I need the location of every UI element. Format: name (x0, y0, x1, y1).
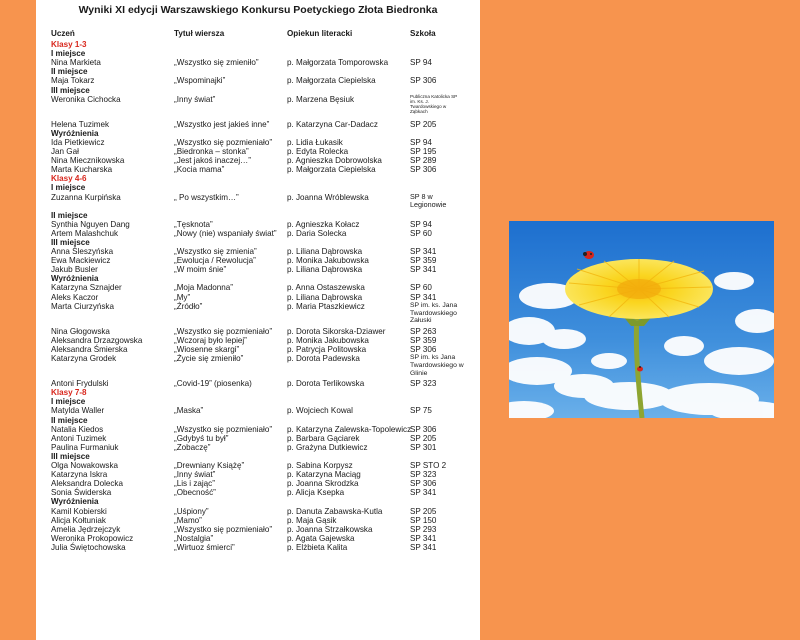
school-name: SP STO 2 (410, 461, 447, 470)
school-name: SP 205 (410, 433, 437, 443)
student-name: Sonia Świderska (51, 488, 112, 498)
student-name: Maja Tokarz (51, 76, 95, 86)
tutor-name: p. Agnieszka Kołacz (287, 219, 360, 229)
student-name: Synthia Nguyen Dang (51, 219, 130, 229)
student-name: Marta Ciurzyńska (51, 301, 114, 311)
tutor-name: p. Małgorzata Ciepielska (287, 76, 376, 86)
tutor-name: p. Małgorzata Tomporowska (287, 58, 389, 68)
poem-title: „Tęsknota” (174, 219, 213, 229)
tutor-name: p. Joanna Wróblewska (287, 192, 369, 202)
poem-title: „Drewniany Książę” (174, 461, 245, 470)
poem-title: „Maska” (174, 406, 204, 416)
poem-title: „Ewolucja / Rewolucja” (174, 256, 256, 266)
poem-title: „Nowy (nie) wspaniały świat” (174, 228, 277, 238)
place-heading: III miejsce (51, 237, 90, 247)
header-student: Uczeń (51, 29, 75, 38)
student-name: Weronika Cichocka (51, 94, 121, 104)
student-name: Paulina Furmaniuk (51, 442, 119, 452)
poem-title: „Gdybyś tu był” (174, 433, 229, 443)
tutor-name: p. Maria Ptaszkiewicz (287, 301, 365, 311)
poem-title: „Wspominajki” (174, 76, 226, 86)
place-heading: Wyróżnienia (51, 274, 99, 284)
poem-title: „Covid-19” (piosenka) (174, 379, 252, 389)
poem-title: „Mamo” (174, 515, 202, 525)
poem-title: „My” (174, 292, 191, 302)
school-name: SP 94 (410, 58, 432, 68)
tutor-name: p. Monika Jakubowska (287, 256, 369, 266)
student-name: Nina Markieta (51, 58, 101, 68)
school-name: SP 341 (410, 292, 437, 302)
poem-title: „Wszystko jest jakieś inne” (174, 119, 270, 129)
student-name: Artem Malashchuk (51, 228, 119, 238)
student-name: Antoni Frydulski (51, 379, 109, 389)
school-name: SP 306 (410, 424, 437, 434)
tutor-name: p. Joanna Skrodzka (287, 479, 359, 489)
class-group-heading: Klasy 1-3 (51, 40, 87, 49)
place-heading: II miejsce (51, 415, 88, 425)
school-name: SP 150 (410, 515, 437, 525)
student-name: Alicja Kołtuniak (51, 515, 106, 525)
tutor-name: p. Danuta Zabawska-Kutla (287, 506, 383, 516)
poem-title: „Zobaczę” (174, 442, 211, 452)
student-name: Anna Śleszyńska (51, 247, 114, 256)
tutor-name: p. Agnieszka Dobrowolska (287, 156, 382, 166)
student-name: Ewa Mackiewicz (51, 256, 111, 266)
student-name: Aleksandra Dolecka (51, 479, 123, 489)
tutor-name: p. Agata Gajewska (287, 533, 355, 543)
tutor-name: p. Joanna Strzałkowska (287, 524, 373, 534)
school-name: SP im. ks Jana Twardowskiego w Glinie (410, 354, 464, 377)
student-name: Nina Głogowska (51, 326, 110, 336)
header-tutor: Opiekun literacki (287, 29, 353, 38)
student-name: Aleks Kaczor (51, 292, 99, 302)
school-name: SP 306 (410, 479, 437, 489)
school-name: SP 75 (410, 406, 432, 416)
place-heading: I miejsce (51, 397, 86, 407)
school-name: SP 306 (410, 165, 437, 175)
place-heading: III miejsce (51, 451, 90, 461)
student-name: Olga Nowakowska (51, 461, 119, 470)
tutor-name: p. Barbara Gąciarek (287, 433, 360, 443)
tutor-name: p. Sabina Korpysz (287, 461, 353, 470)
poem-title: „Kocia mama” (174, 165, 225, 175)
place-heading: Wyróżnienia (51, 497, 99, 507)
tutor-name: p. Dorota Padewska (287, 354, 360, 363)
class-group-heading: Klasy 7-8 (51, 388, 87, 398)
student-name: Jakub Busler (51, 265, 98, 275)
school-name: SP 306 (410, 76, 437, 86)
tutor-name: p. Liliana Dąbrowska (287, 292, 363, 302)
student-name: Nina Miecznikowska (51, 156, 125, 166)
student-name: Katarzyna Iskra (51, 470, 108, 480)
poem-title: „Wszystko się pozmieniało” (174, 326, 273, 336)
header-school: Szkoła (410, 29, 436, 38)
tutor-name: p. Małgorzata Ciepielska (287, 165, 376, 175)
school-name: SP 8 w Legionowie (410, 191, 447, 209)
tutor-name: p. Liliana Dąbrowska (287, 247, 363, 256)
poem-title: „Uśpiony” (174, 506, 209, 516)
school-name: SP 341 (410, 247, 437, 256)
student-name: Marta Kucharska (51, 165, 113, 175)
school-name: SP im. ks. Jana Twardowskiego Załuski (410, 301, 458, 325)
school-name: SP 94 (410, 137, 432, 147)
tutor-name: p. Grażyna Dutkiewicz (287, 442, 368, 452)
poem-title: „Wirtuoz śmierci” (174, 542, 235, 552)
student-name: Ida Pietkiewicz (51, 137, 105, 147)
school-name: SP 60 (410, 283, 432, 293)
poem-title: „Źródło” (174, 301, 203, 311)
school-name: SP 263 (410, 326, 437, 336)
tutor-name: p. Edyta Rolecka (287, 147, 349, 156)
poem-title: „Moja Madonna” (174, 283, 233, 293)
school-name: SP 195 (410, 147, 437, 156)
place-heading: I miejsce (51, 183, 86, 193)
poem-title: „Jest jakoś inaczej…” (174, 156, 251, 166)
student-name: Jan Gał (51, 147, 79, 156)
tutor-name: p. Dorota Sikorska-Dziawer (287, 326, 386, 336)
student-name: Natalia Kiedos (51, 424, 104, 434)
tutor-name: p. Anna Ostaszewska (287, 283, 365, 293)
poem-title: „Wczoraj było lepiej” (174, 335, 247, 345)
document-title: Wyniki XI edycji Warszawskiego Konkursu Poetyckiego Złota Biedronka (78, 4, 438, 16)
poem-title: „ Po wszystkim…” (174, 192, 239, 202)
school-name: Publiczna Katolicka SP im. Ks. J. Twardowskiego w Ząbkach (410, 93, 458, 115)
poem-title: „Nostalgia” (174, 533, 214, 543)
school-name: SP 359 (410, 256, 437, 266)
tutor-name: p. Katarzyna Car-Dadacz (287, 119, 378, 129)
tutor-name: p. Katarzyna Maciąg (287, 470, 361, 480)
school-name: SP 293 (410, 524, 437, 534)
tutor-name: p. Elżbieta Kalita (287, 542, 348, 552)
student-name: Aleksandra Śmierska (51, 344, 128, 354)
school-name: SP 60 (410, 228, 432, 238)
poem-title: „Inny świat” (174, 94, 216, 104)
results-document (36, 0, 480, 640)
school-name: SP 323 (410, 379, 437, 389)
school-name: SP 323 (410, 470, 437, 480)
tutor-name: p. Liliana Dąbrowska (287, 265, 363, 275)
school-name: SP 359 (410, 335, 437, 345)
student-name: Julia Świętochowska (51, 542, 126, 552)
school-name: SP 205 (410, 506, 437, 516)
school-name: SP 341 (410, 533, 437, 543)
place-heading: Wyróżnienia (51, 128, 99, 138)
poem-title: „Życie się zmieniło” (174, 354, 244, 363)
tutor-name: p. Monika Jakubowska (287, 335, 369, 345)
dandelion-ladybug-photo (509, 221, 774, 418)
tutor-name: p. Wojciech Kowal (287, 406, 353, 416)
student-name: Katarzyna Sznajder (51, 283, 122, 293)
school-name: SP 341 (410, 265, 437, 275)
place-heading: III miejsce (51, 85, 90, 95)
student-name: Katarzyna Grodek (51, 354, 117, 363)
poem-title: „Inny świat” (174, 470, 216, 480)
place-heading: II miejsce (51, 67, 88, 77)
poem-title: „Obecność” (174, 488, 216, 498)
school-name: SP 289 (410, 156, 437, 166)
tutor-name: p. Alicja Ksepka (287, 488, 345, 498)
poem-title: „Wszystko się pozmieniało” (174, 137, 273, 147)
place-heading: II miejsce (51, 210, 88, 220)
student-name: Helena Tuzimek (51, 119, 110, 129)
school-name: SP 306 (410, 344, 437, 354)
poem-title: „Biedronka – stonka” (174, 147, 249, 156)
tutor-name: p. Maja Gąsik (287, 515, 337, 525)
poem-title: „Wszystko się zmieniło” (174, 58, 259, 68)
poem-title: „Wszystko się zmienia” (174, 247, 257, 256)
school-name: SP 341 (410, 542, 437, 552)
school-name: SP 205 (410, 119, 437, 129)
student-name: Weronika Prokopowicz (51, 533, 134, 543)
student-name: Amelia Jędrzejczyk (51, 524, 121, 534)
student-name: Kamil Kobierski (51, 506, 107, 516)
tutor-name: p. Katarzyna Zalewska-Topolewicz (287, 424, 412, 434)
header-poem-title: Tytuł wiersza (174, 29, 225, 38)
tutor-name: p. Marzena Bęsiuk (287, 94, 355, 104)
student-name: Zuzanna Kurpińska (51, 192, 121, 202)
student-name: Antoni Tuzimek (51, 433, 107, 443)
tutor-name: p. Lidia Łukasik (287, 137, 343, 147)
place-heading: I miejsce (51, 49, 86, 59)
poem-title: „Wszystko się pozmieniało” (174, 524, 273, 534)
class-group-heading: Klasy 4-6 (51, 174, 87, 184)
poem-title: „Lis i zając” (174, 479, 215, 489)
tutor-name: p. Dorota Terlikowska (287, 379, 365, 389)
poem-title: „Wszystko się pozmieniało” (174, 424, 273, 434)
student-name: Matylda Waller (51, 406, 105, 416)
student-name: Aleksandra Drzazgowska (51, 335, 143, 345)
tutor-name: p. Daria Solecka (287, 228, 347, 238)
school-name: SP 94 (410, 219, 432, 229)
tutor-name: p. Patrycja Politowska (287, 344, 367, 354)
poem-title: „Wiosenne skargi” (174, 344, 240, 354)
school-name: SP 301 (410, 442, 437, 452)
poem-title: „W moim śnie” (174, 265, 227, 275)
school-name: SP 341 (410, 488, 437, 498)
